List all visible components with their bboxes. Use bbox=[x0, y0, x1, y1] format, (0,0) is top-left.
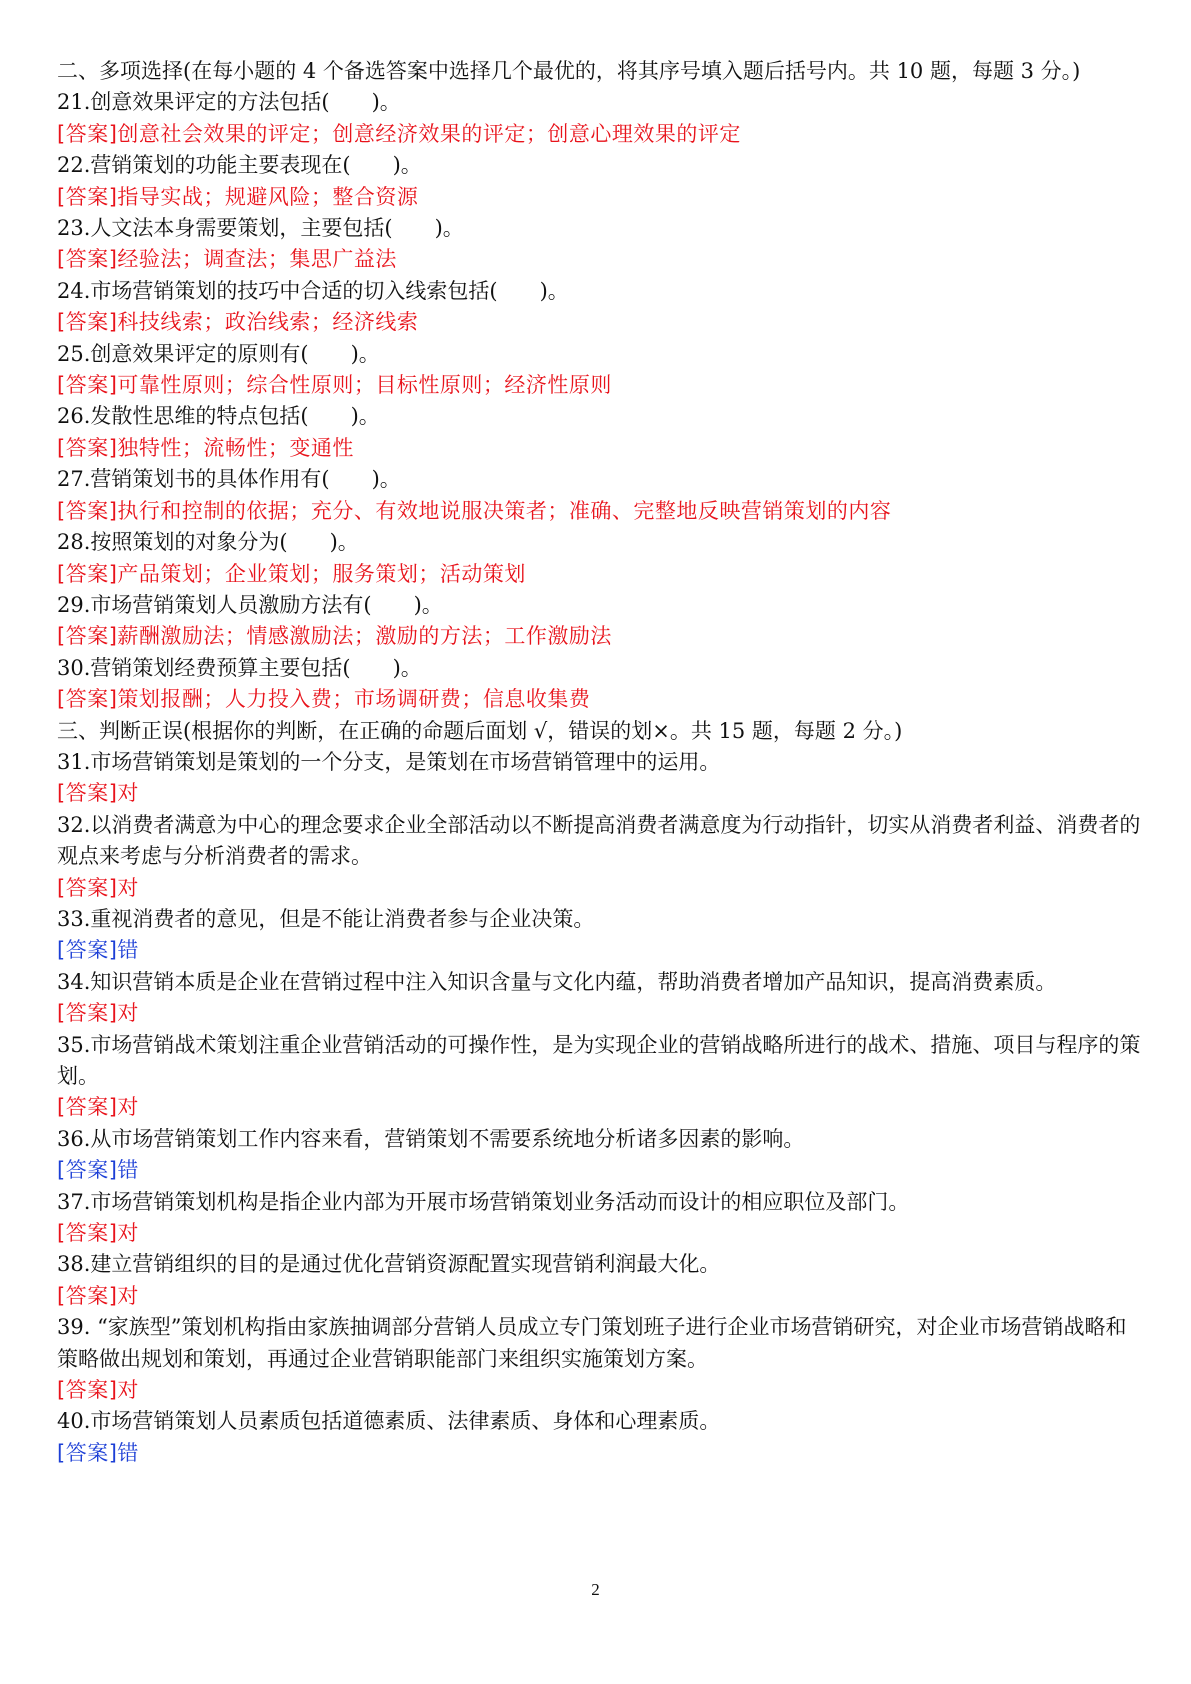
question-32: 32.以消费者满意为中心的理念要求企业全部活动以不断提高消费者满意度为行动指针，切实从消费者利益、消费者的观点来考虑与分析消费者的需求。 bbox=[57, 812, 1141, 869]
question-39: 39. “家族型”策划机构指由家族抽调部分营销人员成立专门策划班子进行企业市场营销研究，对企业市场营销战略和策略做出规划和策划，再通过企业营销职能部门来组织实施策划方案。 bbox=[57, 1315, 1127, 1371]
question-29: 29.市场营销策划人员激励方法有( )。 bbox=[57, 592, 443, 617]
question-23: 23.人文法本身需要策划，主要包括( )。 bbox=[57, 216, 464, 241]
answer-33: [答案]错 bbox=[57, 938, 139, 963]
answer-36: [答案]错 bbox=[57, 1158, 139, 1183]
answer-24: [答案]科技线索；政治线索；经济线索 bbox=[57, 310, 419, 335]
section3-header: 三、判断正误(根据你的判断，在正确的命题后面划 √，错误的划×。共 15 题，每题 2 分。) bbox=[57, 718, 903, 743]
answer-38: [答案]对 bbox=[57, 1283, 139, 1308]
question-33: 33.重视消费者的意见，但是不能让消费者参与企业决策。 bbox=[57, 906, 595, 931]
question-36: 36.从市场营销策划工作内容来看，营销策划不需要系统地分析诸多因素的影响。 bbox=[57, 1126, 805, 1151]
section2-header: 二、多项选择(在每小题的 4 个备选答案中选择几个最优的，将其序号填入题后括号内。共 10 题，每题 3 分。) bbox=[57, 59, 1081, 83]
answer-34: [答案]对 bbox=[57, 1001, 139, 1026]
answer-37: [答案]对 bbox=[57, 1221, 139, 1246]
question-28: 28.按照策划的对象分为( )。 bbox=[57, 530, 359, 555]
answer-29: [答案]薪酬激励法；情感激励法；激励的方法；工作激励法 bbox=[57, 624, 612, 649]
question-31: 31.市场营销策划是策划的一个分支，是策划在市场营销管理中的运用。 bbox=[57, 749, 721, 774]
answer-30: [答案]策划报酬；人力投入费；市场调研费；信息收集费 bbox=[57, 687, 591, 712]
answer-23: [答案]经验法；调查法；集思广益法 bbox=[57, 247, 397, 272]
question-21: 21.创意效果评定的方法包括( )。 bbox=[57, 90, 401, 115]
answer-22: [答案]指导实战；规避风险；整合资源 bbox=[57, 184, 419, 209]
answer-27: [答案]执行和控制的依据；充分、有效地说服决策者；准确、完整地反映营销策划的内容 bbox=[57, 498, 892, 523]
page-number: 2 bbox=[591, 1580, 600, 1599]
question-30: 30.营销策划经费预算主要包括( )。 bbox=[57, 655, 422, 680]
question-24: 24.市场营销策划的技巧中合适的切入线索包括( )。 bbox=[57, 278, 569, 303]
question-26: 26.发散性思维的特点包括( )。 bbox=[57, 404, 380, 429]
question-35: 35.市场营销战术策划注重企业营销活动的可操作性，是为实现企业的营销战略所进行的战术、措施、项目与程序的策划。 bbox=[57, 1032, 1141, 1088]
answer-31: [答案]对 bbox=[57, 781, 139, 806]
question-40: 40.市场营销策划人员素质包括道德素质、法律素质、身体和心理素质。 bbox=[57, 1409, 721, 1434]
answer-40: [答案]错 bbox=[57, 1440, 139, 1465]
answer-26: [答案]独特性；流畅性；变通性 bbox=[57, 435, 354, 460]
question-25: 25.创意效果评定的原则有( )。 bbox=[57, 341, 380, 366]
answer-25: [答案]可靠性原则；综合性原则；目标性原则；经济性原则 bbox=[57, 373, 612, 398]
question-37: 37.市场营销策划机构是指企业内部为开展市场营销策划业务活动而设计的相应职位及部门。 bbox=[57, 1189, 910, 1214]
question-38: 38.建立营销组织的目的是通过优化营销资源配置实现营销利润最大化。 bbox=[57, 1252, 721, 1277]
answer-28: [答案]产品策划；企业策划；服务策划；活动策划 bbox=[57, 561, 526, 586]
question-27: 27.营销策划书的具体作用有( )。 bbox=[57, 467, 401, 492]
answer-32: [答案]对 bbox=[57, 875, 139, 900]
question-34: 34.知识营销本质是企业在营销过程中注入知识含量与文化内蕴，帮助消费者增加产品知识，提高消费素质。 bbox=[57, 969, 1057, 994]
section2-list bbox=[57, 87, 1141, 715]
answer-39: [答案]对 bbox=[57, 1378, 139, 1403]
question-22: 22.营销策划的功能主要表现在( )。 bbox=[57, 153, 422, 178]
answer-35: [答案]对 bbox=[57, 1095, 139, 1120]
answer-21: [答案]创意社会效果的评定；创意经济效果的评定；创意心理效果的评定 bbox=[57, 121, 741, 146]
section3-list bbox=[57, 747, 1141, 1469]
